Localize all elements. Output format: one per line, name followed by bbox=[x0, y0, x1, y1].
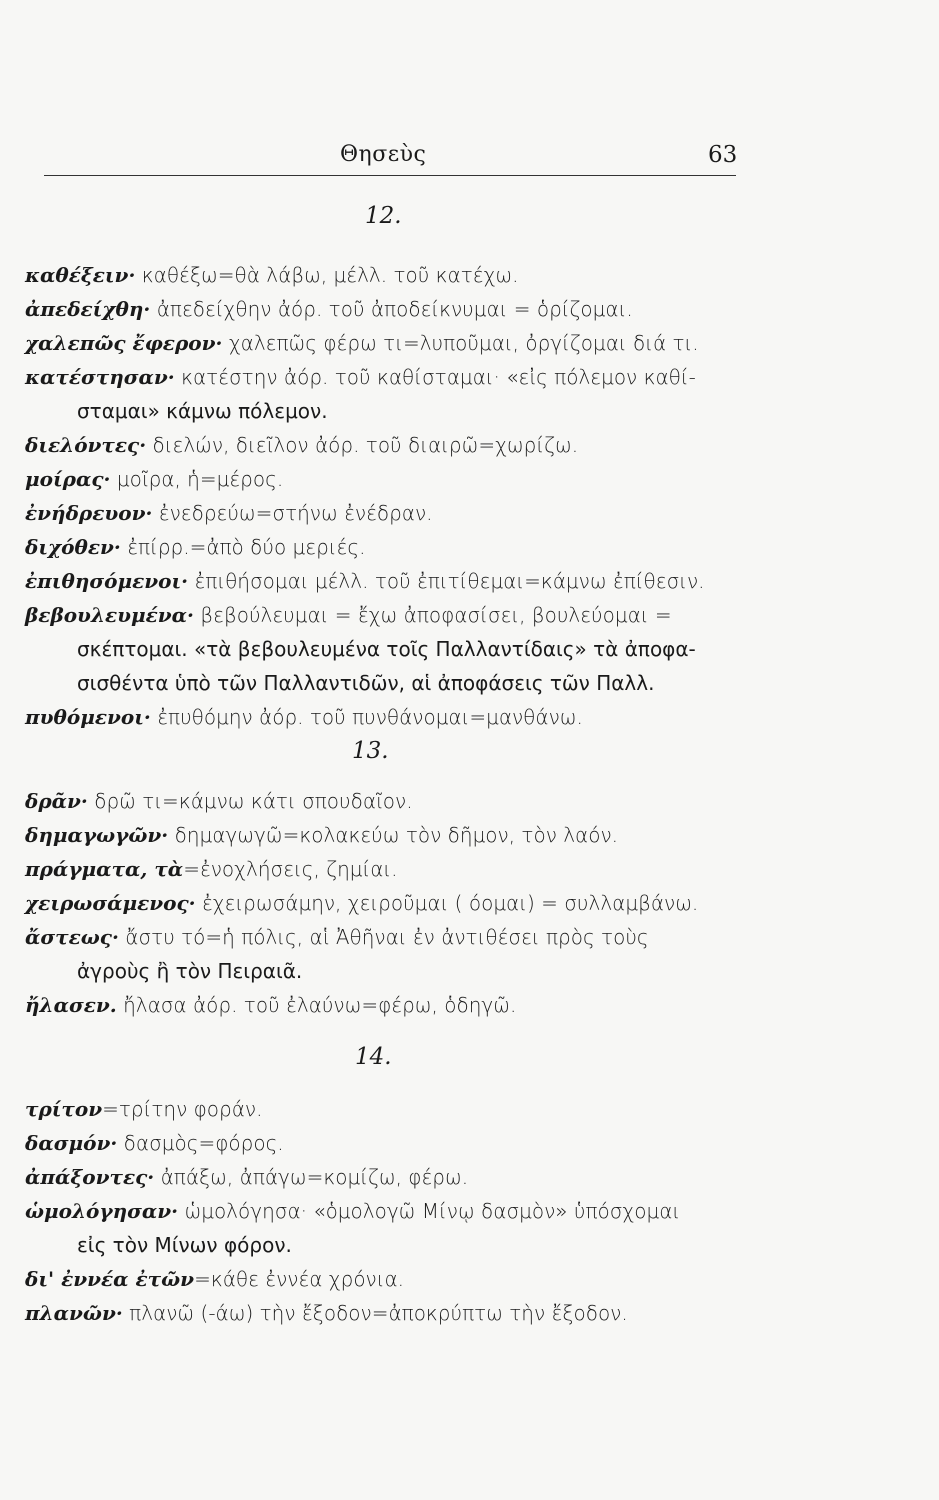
entry-lemma: πυθόμενοι· bbox=[25, 705, 151, 729]
entry-gloss: =ἐνοχλήσεις, ζημίαι. bbox=[183, 857, 398, 881]
entry-lemma: ἀπάξοντες· bbox=[25, 1165, 155, 1189]
entry-lemma: διχόθεν· bbox=[25, 535, 121, 559]
entry-gloss: =κάθε ἐννέα χρόνια. bbox=[194, 1267, 405, 1291]
entry-gloss: διελών, διεῖλον ἀόρ. τοῦ διαιρῶ=χωρίζω. bbox=[152, 433, 579, 457]
glossary-entry bbox=[25, 1296, 737, 1330]
entry-gloss: ἤλασα ἀόρ. τοῦ ἐλαύνω=φέρω, ὁδηγῶ. bbox=[123, 993, 517, 1017]
section-number-12: 12. bbox=[365, 203, 402, 229]
glossary-entry bbox=[25, 1092, 737, 1126]
entry-lemma: δι' ἐννέα ἐτῶν bbox=[25, 1267, 195, 1291]
entry-lemma: πλανῶν· bbox=[25, 1301, 123, 1325]
glossary-entry bbox=[25, 818, 737, 852]
entry-gloss: δασμὸς=φόρος. bbox=[123, 1131, 284, 1155]
entry-gloss: βεβούλευμαι = ἔχω ἀποφασίσει, βουλεύομαι = bbox=[200, 603, 672, 627]
entry-continuation: εἰς τὸν Μίνων φόρον. bbox=[77, 1233, 292, 1257]
glossary-entry bbox=[25, 886, 737, 920]
entry-lemma: τρίτον bbox=[25, 1097, 103, 1121]
entry-gloss: ἐπυθόμην ἀόρ. τοῦ πυνθάνομαι=μανθάνω. bbox=[157, 705, 583, 729]
glossary-entry bbox=[25, 292, 737, 326]
entry-gloss: χαλεπῶς φέρω τι=λυποῦμαι, ὀργίζομαι διά τι. bbox=[228, 331, 699, 355]
entry-continuation: σταμαι» κάμνω πόλεμον. bbox=[77, 399, 328, 423]
entry-gloss: ἀπεδείχθην ἀόρ. τοῦ ἀποδείκνυμαι = ὁρίζομαι. bbox=[156, 297, 633, 321]
entry-lemma: χειρωσάμενος· bbox=[25, 891, 196, 915]
entry-lemma: πράγματα, τὰ bbox=[25, 857, 184, 881]
entry-gloss: ἐνεδρεύω=στήνω ἐνέδραν. bbox=[158, 501, 433, 525]
entry-gloss: ἀπάξω, ἀπάγω=κομίζω, φέρω. bbox=[160, 1165, 469, 1189]
entry-lemma: χαλεπῶς ἔφερον· bbox=[25, 331, 223, 355]
glossary-entry bbox=[25, 496, 737, 530]
entry-lemma: ἤλασεν. bbox=[25, 993, 117, 1017]
entry-gloss: δρῶ τι=κάμνω κάτι σπουδαῖον. bbox=[94, 789, 413, 813]
entry-lemma: ἀπεδείχθη· bbox=[25, 297, 151, 321]
entry-continuation: ἀγροὺς ἢ τὸν Πειραιᾶ. bbox=[77, 959, 303, 983]
entry-lemma: ἄστεως· bbox=[25, 925, 119, 949]
entry-gloss: ὡμολόγησα· «ὁμολογῶ Μίνῳ δασμὸν» ὑπόσχομαι bbox=[184, 1199, 681, 1223]
header-rule bbox=[44, 175, 736, 176]
entry-gloss: πλανῶ (-άω) τὴν ἔξοδον=ἀποκρύπτω τὴν ἔξοδον. bbox=[129, 1301, 628, 1325]
entry-gloss: μοῖρα, ἡ=μέρος. bbox=[116, 467, 284, 491]
glossary-entry bbox=[25, 700, 737, 734]
glossary-entry bbox=[25, 1126, 737, 1160]
entry-gloss: ἐχειρωσάμην, χειροῦμαι ( όομαι) = συλλαμβάνω. bbox=[201, 891, 699, 915]
entry-lemma: κατέστησαν· bbox=[25, 365, 175, 389]
entry-lemma: δρᾶν· bbox=[25, 789, 88, 813]
entry-gloss: δημαγωγῶ=κολακεύω τὸν δῆμον, τὸν λαόν. bbox=[174, 823, 619, 847]
glossary-entry bbox=[25, 1262, 737, 1296]
page-number: 63 bbox=[708, 142, 738, 168]
entry-lemma: μοίρας· bbox=[25, 467, 111, 491]
entry-gloss: =τρίτην φοράν. bbox=[102, 1097, 263, 1121]
glossary-entry bbox=[25, 1160, 737, 1194]
entry-gloss: ἄστυ τό=ἡ πόλις, αἱ Ἀθῆναι ἐν ἀντιθέσει πρὸς τοὺς bbox=[125, 925, 649, 949]
glossary-entry bbox=[25, 564, 737, 598]
glossary-entry bbox=[25, 1194, 737, 1262]
entry-lemma: ἐπιθησόμενοι· bbox=[25, 569, 189, 593]
running-title: Θησεὺς bbox=[340, 142, 427, 167]
glossary-entry bbox=[25, 326, 737, 360]
section-number-13: 13. bbox=[352, 738, 389, 764]
glossary-entry bbox=[25, 360, 737, 428]
entry-gloss: ἐπίρρ.=ἀπὸ δύο μεριές. bbox=[127, 535, 366, 559]
glossary-entry bbox=[25, 598, 737, 700]
glossary-entry bbox=[25, 462, 737, 496]
glossary-entry bbox=[25, 428, 737, 462]
entry-gloss: ἐπιθήσομαι μέλλ. τοῦ ἐπιτίθεμαι=κάμνω ἐπίθεσιν. bbox=[194, 569, 705, 593]
entry-lemma: διελόντες· bbox=[25, 433, 147, 457]
glossary-entry bbox=[25, 920, 737, 988]
glossary-entry bbox=[25, 784, 737, 818]
entry-lemma: δασμόν· bbox=[25, 1131, 118, 1155]
section-number-14: 14. bbox=[355, 1044, 392, 1070]
entry-continuation: σισθέντα ὑπὸ τῶν Παλλαντιδῶν, αἱ ἀποφάσεις τῶν Παλλ. bbox=[77, 671, 655, 695]
entry-continuation: σκέπτομαι. «τὰ βεβουλευμένα τοῖς Παλλαντίδαις» τὰ ἀποφα- bbox=[77, 637, 696, 661]
glossary-entry bbox=[25, 530, 737, 564]
glossary-entry bbox=[25, 258, 737, 292]
glossary-entry bbox=[25, 988, 737, 1022]
entry-lemma: δημαγωγῶν· bbox=[25, 823, 169, 847]
entry-lemma: καθέξειν· bbox=[25, 263, 136, 287]
entry-lemma: βεβουλευμένα· bbox=[25, 603, 195, 627]
entry-gloss: κατέστην ἀόρ. τοῦ καθίσταμαι· «εἰς πόλεμον καθί- bbox=[181, 365, 696, 389]
entry-lemma: ἐνήδρευον· bbox=[25, 501, 153, 525]
glossary-entry bbox=[25, 852, 737, 886]
entry-lemma: ὡμολόγησαν· bbox=[25, 1199, 179, 1223]
entry-gloss: καθέξω=θὰ λάβω, μέλλ. τοῦ κατέχω. bbox=[141, 263, 519, 287]
